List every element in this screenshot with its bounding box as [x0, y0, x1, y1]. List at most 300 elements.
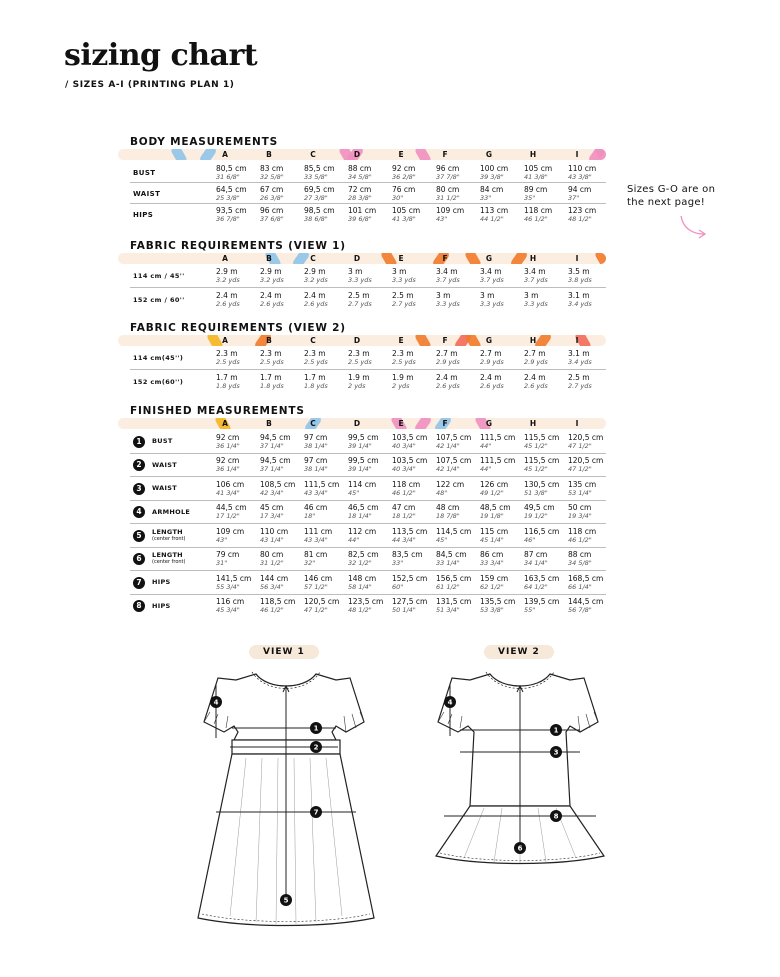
row-number-badge: 1 — [133, 436, 145, 448]
value-cell — [304, 551, 327, 567]
value-cell — [304, 434, 328, 450]
table-row — [130, 595, 606, 619]
value-secondary: 31 1/2" — [260, 559, 284, 568]
row-label-text: LENGTH — [152, 551, 183, 560]
decorative-brush-stroke — [170, 149, 189, 160]
value-cell — [392, 186, 415, 202]
value-cell — [260, 457, 291, 473]
row-label: 114 cm(45'') — [133, 354, 184, 362]
value-primary: 48 cm — [436, 503, 460, 513]
value-secondary: 37 1/4" — [260, 465, 284, 474]
value-primary: 156,5 cm — [436, 573, 472, 583]
value-cell — [568, 598, 603, 614]
value-secondary: 45 3/4" — [216, 606, 240, 615]
value-cell — [392, 575, 427, 591]
value-secondary: 2.5 yds — [392, 358, 416, 366]
value-cell — [348, 504, 379, 520]
value-primary: 2.5 m — [348, 291, 370, 300]
value-primary: 109 cm — [436, 205, 465, 215]
value-cell — [348, 481, 376, 497]
table-row — [130, 346, 606, 370]
table-row — [130, 288, 606, 312]
value-cell — [480, 268, 504, 284]
value-cell — [304, 350, 328, 366]
value-primary: 2.7 m — [480, 349, 502, 358]
size-header-i: I — [575, 150, 579, 159]
value-cell — [524, 575, 559, 591]
value-cell — [568, 551, 592, 567]
value-primary: 118 cm — [524, 205, 553, 215]
value-primary: 96 cm — [436, 163, 460, 173]
value-cell — [260, 186, 284, 202]
value-primary: 107,5 cm — [436, 456, 472, 466]
value-primary: 3 m — [436, 291, 451, 300]
value-primary: 2.3 m — [216, 349, 238, 358]
value-cell — [480, 207, 508, 223]
value-secondary: 3.2 yds — [304, 276, 328, 284]
value-primary: 3.4 m — [436, 267, 458, 276]
value-secondary: 38 1/4" — [304, 441, 328, 450]
value-primary: 72 cm — [348, 184, 372, 194]
value-cell — [216, 268, 240, 284]
value-secondary: 31 1/2" — [436, 193, 460, 202]
size-header-band — [118, 149, 606, 160]
view-1-label: VIEW 1 — [249, 645, 319, 659]
value-primary: 3 m — [348, 267, 363, 276]
value-primary: 82,5 cm — [348, 550, 379, 560]
value-cell — [524, 504, 555, 520]
value-cell — [436, 292, 460, 308]
size-header-c: C — [310, 150, 316, 159]
value-secondary: 66 1/4" — [568, 582, 592, 591]
value-primary: 84,5 cm — [436, 550, 467, 560]
value-secondary: 37 1/4" — [260, 441, 284, 450]
value-cell — [260, 207, 284, 223]
size-header-h: H — [529, 336, 537, 345]
value-primary: 118,5 cm — [260, 597, 296, 607]
value-cell — [348, 575, 376, 591]
value-primary: 50 cm — [568, 503, 592, 513]
value-primary: 110 cm — [568, 163, 597, 173]
table-row — [130, 430, 606, 454]
value-primary: 116 cm — [216, 597, 245, 607]
value-secondary: 50 1/4" — [392, 606, 416, 615]
value-cell — [304, 292, 328, 308]
section-title: FABRIC REQUIREMENTS (VIEW 2) — [130, 322, 346, 334]
value-cell — [304, 481, 339, 497]
value-secondary: 2.9 yds — [436, 358, 460, 366]
value-cell — [480, 575, 508, 591]
value-secondary: 49 1/2" — [480, 488, 504, 497]
row-label — [152, 462, 177, 469]
value-cell — [304, 186, 335, 202]
value-cell — [216, 457, 240, 473]
value-secondary: 2.9 yds — [524, 358, 548, 366]
value-cell — [348, 292, 372, 308]
value-secondary: 2.6 yds — [216, 300, 240, 308]
value-cell — [216, 292, 240, 308]
value-primary: 122 cm — [436, 479, 465, 489]
value-primary: 120,5 cm — [568, 456, 604, 466]
size-header-f: F — [442, 336, 448, 345]
value-primary: 89 cm — [524, 184, 548, 194]
value-primary: 105 cm — [524, 163, 553, 173]
decorative-brush-stroke — [413, 418, 433, 429]
value-cell — [260, 165, 284, 181]
value-primary: 127,5 cm — [392, 597, 428, 607]
value-secondary: 2.5 yds — [260, 358, 284, 366]
value-primary: 115,5 cm — [524, 432, 560, 442]
row-label-text: WAIST — [152, 460, 177, 469]
value-primary: 99,5 cm — [348, 456, 379, 466]
note-line-1: Sizes G-O are on — [627, 184, 716, 195]
row-label — [152, 485, 177, 492]
value-secondary: 3.3 yds — [392, 276, 416, 284]
value-primary: 116,5 cm — [524, 526, 560, 536]
value-primary: 111,5 cm — [480, 432, 516, 442]
value-secondary: 2.9 yds — [480, 358, 504, 366]
row-label-text: LENGTH — [152, 527, 183, 536]
row-number-badge: 4 — [133, 506, 145, 518]
value-cell — [260, 598, 295, 614]
row-label: 152 cm / 60'' — [133, 296, 185, 304]
value-secondary: 41 3/8" — [524, 172, 548, 181]
value-cell — [216, 575, 251, 591]
table-row — [130, 204, 606, 225]
value-secondary: 39 1/4" — [348, 465, 372, 474]
value-primary: 1.9 m — [348, 373, 370, 382]
value-primary: 2.5 m — [392, 291, 414, 300]
value-cell — [392, 374, 414, 390]
value-cell — [304, 598, 339, 614]
value-primary: 3.5 m — [568, 267, 590, 276]
value-primary: 100 cm — [480, 163, 509, 173]
value-primary: 1.7 m — [304, 373, 326, 382]
value-primary: 2.9 m — [260, 267, 282, 276]
value-secondary: 40 3/4" — [392, 441, 416, 450]
value-secondary: 34 5/8" — [568, 559, 592, 568]
value-primary: 94 cm — [568, 184, 592, 194]
value-primary: 2.9 m — [304, 267, 326, 276]
value-primary: 2.9 m — [216, 267, 238, 276]
value-secondary: 56 7/8" — [568, 606, 592, 615]
value-secondary: 18 1/2" — [392, 512, 416, 521]
value-cell — [568, 374, 592, 390]
value-secondary: 2.5 yds — [348, 358, 372, 366]
value-cell — [216, 528, 244, 544]
value-secondary: 39 3/8" — [480, 172, 504, 181]
value-secondary: 46 1/2" — [392, 488, 416, 497]
value-cell — [348, 207, 376, 223]
size-header-e: E — [398, 419, 404, 428]
value-secondary: 39 1/4" — [348, 441, 372, 450]
value-cell — [216, 598, 244, 614]
value-primary: 163,5 cm — [524, 573, 560, 583]
value-cell — [480, 504, 511, 520]
value-secondary: 18 7/8" — [436, 512, 460, 521]
value-secondary: 46 1/2" — [260, 606, 284, 615]
value-secondary: 44" — [480, 441, 492, 450]
value-secondary: 48 1/2" — [568, 214, 592, 223]
value-secondary: 17 3/4" — [260, 512, 284, 521]
value-cell — [392, 292, 416, 308]
value-primary: 130,5 cm — [524, 479, 560, 489]
decorative-brush-stroke — [414, 335, 433, 346]
value-secondary: 19 1/2" — [524, 512, 548, 521]
row-number-badge: 8 — [133, 600, 145, 612]
value-primary: 2.7 m — [524, 349, 546, 358]
value-cell — [348, 186, 372, 202]
value-primary: 80 cm — [436, 184, 460, 194]
value-primary: 79 cm — [216, 550, 240, 560]
section-title: FINISHED MEASUREMENTS — [130, 405, 305, 417]
value-cell — [260, 504, 284, 520]
value-primary: 105 cm — [392, 205, 421, 215]
value-secondary: 51 3/4" — [436, 606, 460, 615]
value-primary: 135,5 cm — [480, 597, 516, 607]
value-primary: 120,5 cm — [568, 432, 604, 442]
size-header-c: C — [310, 419, 316, 428]
value-primary: 135 cm — [568, 479, 597, 489]
value-secondary: 39 6/8" — [348, 214, 372, 223]
row-label: 152 cm(60'') — [133, 378, 184, 386]
size-header-a: A — [222, 150, 228, 159]
value-secondary: 62 1/2" — [480, 582, 504, 591]
value-secondary: 45 1/2" — [524, 441, 548, 450]
row-label-text: ARMHOLE — [152, 507, 191, 516]
value-cell — [480, 165, 508, 181]
size-header-e: E — [398, 336, 404, 345]
decorative-brush-stroke — [198, 149, 218, 160]
value-cell — [480, 528, 508, 544]
size-header-a: A — [222, 419, 228, 428]
value-primary: 2.4 m — [436, 373, 458, 382]
row-label: HIPS — [133, 210, 154, 219]
value-cell — [216, 207, 247, 223]
value-secondary: 19 3/4" — [568, 512, 592, 521]
value-secondary: 2.6 yds — [524, 382, 548, 390]
value-secondary: 41 3/8" — [392, 214, 416, 223]
value-primary: 2.4 m — [260, 291, 282, 300]
value-secondary: 33 3/4" — [480, 559, 504, 568]
value-secondary: 33 1/4" — [436, 559, 460, 568]
value-secondary: 36 7/8" — [216, 214, 240, 223]
value-secondary: 37 6/8" — [260, 214, 284, 223]
table-row — [130, 454, 606, 478]
size-header-c: C — [310, 254, 316, 263]
value-cell — [436, 551, 467, 567]
row-label — [152, 579, 171, 586]
table-row — [130, 370, 606, 394]
value-secondary: 46" — [524, 535, 536, 544]
size-header-i: I — [575, 336, 579, 345]
value-cell — [524, 434, 559, 450]
value-primary: 2.3 m — [260, 349, 282, 358]
table-row — [130, 501, 606, 525]
value-cell — [524, 268, 548, 284]
value-cell — [524, 350, 548, 366]
value-primary: 67 cm — [260, 184, 284, 194]
value-cell — [524, 598, 559, 614]
value-secondary: 3.3 yds — [436, 300, 460, 308]
value-cell — [524, 165, 552, 181]
value-secondary: 31" — [216, 559, 228, 568]
value-cell — [216, 374, 240, 390]
value-cell — [436, 207, 464, 223]
value-primary: 81 cm — [304, 550, 328, 560]
value-cell — [304, 575, 332, 591]
value-secondary: 2.6 yds — [304, 300, 328, 308]
value-cell — [392, 598, 427, 614]
value-secondary: 3.7 yds — [436, 276, 460, 284]
value-secondary: 2.7 yds — [348, 300, 372, 308]
table-row — [130, 571, 606, 595]
value-primary: 86 cm — [480, 550, 504, 560]
value-primary: 106 cm — [216, 479, 245, 489]
value-cell — [304, 165, 335, 181]
decorative-brush-stroke — [431, 253, 451, 264]
value-cell — [348, 374, 370, 390]
value-primary: 103,5 cm — [392, 456, 428, 466]
value-cell — [480, 350, 504, 366]
value-secondary: 17 1/2" — [216, 512, 240, 521]
value-secondary: 45" — [436, 535, 448, 544]
value-primary: 46,5 cm — [348, 503, 379, 513]
value-cell — [568, 186, 591, 202]
marker-2: 2 — [313, 743, 319, 752]
marker-5: 5 — [283, 896, 289, 905]
value-primary: 94,5 cm — [260, 456, 291, 466]
value-secondary: 18 1/4" — [348, 512, 372, 521]
value-secondary: 55" — [524, 606, 536, 615]
value-cell — [392, 481, 420, 497]
value-secondary: 32 1/2" — [348, 559, 372, 568]
value-cell — [436, 374, 460, 390]
size-header-f: F — [442, 419, 448, 428]
size-header-b: B — [266, 254, 272, 263]
value-primary: 2.3 m — [304, 349, 326, 358]
size-header-a: A — [222, 336, 228, 345]
size-header-h: H — [529, 150, 537, 159]
value-cell — [436, 350, 460, 366]
value-cell — [436, 481, 464, 497]
value-primary: 80 cm — [260, 550, 284, 560]
value-secondary: 1.8 yds — [304, 382, 328, 390]
value-cell — [524, 551, 548, 567]
value-cell — [568, 575, 603, 591]
value-cell — [480, 598, 515, 614]
value-primary: 92 cm — [392, 163, 416, 173]
value-primary: 3 m — [392, 267, 407, 276]
value-cell — [524, 292, 548, 308]
table-row — [130, 183, 606, 204]
value-primary: 99,5 cm — [348, 432, 379, 442]
size-header-d: D — [353, 336, 361, 345]
value-secondary: 47 1/2" — [304, 606, 328, 615]
value-secondary: 3.7 yds — [480, 276, 504, 284]
value-cell — [348, 268, 372, 284]
size-header-f: F — [442, 150, 448, 159]
note-line-2: the next page! — [627, 197, 706, 208]
value-secondary: 53 3/8" — [480, 606, 504, 615]
value-secondary: 3.3 yds — [524, 300, 548, 308]
value-primary: 3.1 m — [568, 349, 590, 358]
value-cell — [392, 268, 416, 284]
value-secondary: 2.7 yds — [568, 382, 592, 390]
row-number-badge: 2 — [133, 459, 145, 471]
value-cell — [216, 504, 247, 520]
row-label-sub: (center front) — [152, 559, 186, 566]
value-cell — [216, 434, 240, 450]
row-label: BUST — [133, 168, 156, 177]
value-primary: 1.7 m — [260, 373, 282, 382]
value-secondary: 25 3/8" — [216, 193, 240, 202]
value-primary: 80,5 cm — [216, 163, 247, 173]
value-secondary: 57 1/2" — [304, 582, 328, 591]
row-label: 114 cm / 45'' — [133, 272, 185, 280]
value-secondary: 53 1/4" — [568, 488, 592, 497]
value-secondary: 44 1/2" — [480, 214, 504, 223]
value-primary: 107,5 cm — [436, 432, 472, 442]
value-secondary: 48 1/2" — [348, 606, 372, 615]
value-cell — [304, 268, 328, 284]
value-secondary: 2.6 yds — [480, 382, 504, 390]
value-primary: 146 cm — [304, 573, 333, 583]
size-header-c: C — [310, 336, 316, 345]
value-primary: 115,5 cm — [524, 456, 560, 466]
value-cell — [216, 481, 244, 497]
value-secondary: 43 1/4" — [260, 535, 284, 544]
value-cell — [524, 207, 552, 223]
value-secondary: 3.3 yds — [480, 300, 504, 308]
value-cell — [436, 186, 460, 202]
value-primary: 48,5 cm — [480, 503, 511, 513]
size-header-g: G — [485, 419, 493, 428]
value-primary: 112 cm — [348, 526, 377, 536]
value-cell — [480, 551, 504, 567]
size-header-g: G — [485, 254, 493, 263]
value-cell — [524, 374, 548, 390]
value-primary: 113 cm — [480, 205, 509, 215]
value-primary: 88 cm — [348, 163, 372, 173]
value-secondary: 46 1/2" — [568, 535, 592, 544]
value-cell — [392, 528, 427, 544]
size-header-i: I — [575, 254, 579, 263]
value-secondary: 46 1/2" — [524, 214, 548, 223]
row-label: WAIST — [133, 189, 161, 198]
value-secondary: 58 1/4" — [348, 582, 372, 591]
decorative-brush-stroke — [509, 253, 529, 264]
value-secondary: 43 3/8" — [568, 172, 592, 181]
value-secondary: 31 6/8" — [216, 172, 240, 181]
value-secondary: 44 3/4" — [392, 535, 416, 544]
row-label — [152, 552, 185, 566]
size-header-band — [118, 335, 606, 346]
value-primary: 76 cm — [392, 184, 416, 194]
decorative-brush-stroke — [380, 253, 399, 264]
value-primary: 3.4 m — [524, 267, 546, 276]
value-primary: 2.4 m — [524, 373, 546, 382]
value-cell — [568, 528, 596, 544]
value-secondary: 27 3/8" — [304, 193, 328, 202]
value-secondary: 1.8 yds — [260, 382, 284, 390]
value-primary: 126 cm — [480, 479, 509, 489]
value-secondary: 28 3/8" — [348, 193, 372, 202]
value-primary: 1.9 m — [392, 373, 414, 382]
value-primary: 2.3 m — [348, 349, 370, 358]
size-header-e: E — [398, 150, 404, 159]
value-primary: 85,5 cm — [304, 163, 335, 173]
